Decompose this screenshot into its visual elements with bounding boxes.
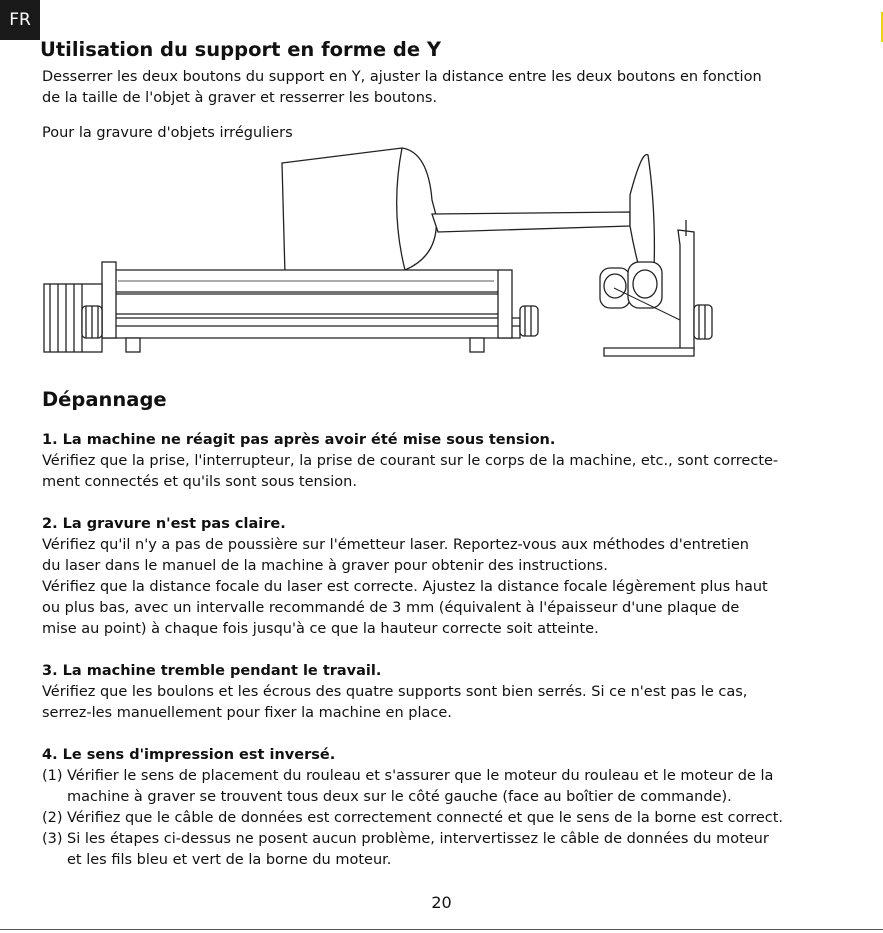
trouble-line: ment connectés et qu'ils sont sous tension. [42,474,357,490]
trouble-title: 2. La gravure n'est pas claire. [42,516,286,532]
side-base [604,348,694,356]
sub-step-number: (2) [42,810,63,826]
trouble-line: ou plus bas, avec un intervalle recommandé de 3 mm (équivalent à l'épaisseur d'une plaque de [42,600,740,616]
trouble-title: 4. Le sens d'impression est inversé. [42,747,336,763]
wine-glass-stem [432,212,630,232]
section-title-y-support: Utilisation du support en forme de Y [40,38,442,61]
sub-step-line: Vérifier le sens de placement du rouleau et s'assurer que le moteur du rouleau et le moteur de la [67,768,774,784]
adjust-knob [520,306,538,336]
paragraph-line: Desserrer les deux boutons du support en Y, ajuster la distance entre les deux boutons en fonction [42,69,762,85]
trouble-title: 3. La machine tremble pendant le travail. [42,663,382,679]
sub-step [42,829,842,871]
section-title-troubleshooting: Dépannage [42,388,167,411]
trouble-line: Vérifiez que les boulons et les écrous des quatre supports sont bien serrés. Si ce n'est pas le cas, [42,684,748,700]
language-tab: FR [0,0,40,40]
sub-step-line: et les fils bleu et vert de la borne du moteur. [67,852,392,868]
adjust-knob [694,305,712,339]
trouble-line: Vérifiez que la distance focale du laser est correcte. Ajustez la distance focale légèrement plus haut [42,579,768,595]
trouble-item-3 [42,661,842,724]
sub-step-line: Si les étapes ci-dessus ne posent aucun problème, intervertissez le câble de données du moteur [67,831,769,847]
sub-step [42,766,842,808]
sub-step-number: (3) [42,831,63,847]
trouble-line: Vérifiez que la prise, l'interrupteur, la prise de courant sur le corps de la machine, etc., sont correcte- [42,453,779,469]
paragraph-line: de la taille de l'objet à graver et resserrer les boutons. [42,90,438,106]
trouble-item-4 [42,745,842,871]
trouble-item-2 [42,514,842,640]
bottom-rule [0,929,883,930]
sub-step-number: (1) [42,768,63,784]
side-bracket [678,230,694,350]
wine-glass-bowl [282,148,436,275]
trouble-line: serrez-les manuellement pour fixer la machine en place. [42,705,452,721]
troubleshooting-list [42,430,842,871]
trouble-line: Vérifiez qu'il n'y a pas de poussière sur l'émetteur laser. Reportez-vous aux méthodes d'entretien [42,537,749,553]
caption-text: Pour la gravure d'objets irréguliers [42,125,293,141]
sub-step-line: machine à graver se trouvent tous deux sur le côté gauche (face au boîtier de commande). [67,789,732,805]
page-number: 20 [431,893,452,912]
rotary-roller-illustration [0,0,883,380]
trouble-title: 1. La machine ne réagit pas après avoir été mise sous tension. [42,432,556,448]
roller-base [100,318,520,338]
sub-step-line: Vérifiez que le câble de données est correctement connecté et que le sens de la borne est correct. [67,810,784,826]
trouble-line: mise au point) à chaque fois jusqu'à ce que la hauteur correcte soit atteinte. [42,621,599,637]
roller-cylinder [110,294,502,314]
sub-step [42,808,842,829]
trouble-item-1 [42,430,842,493]
trouble-line: du laser dans le manuel de la machine à graver pour obtenir des instructions. [42,558,608,574]
